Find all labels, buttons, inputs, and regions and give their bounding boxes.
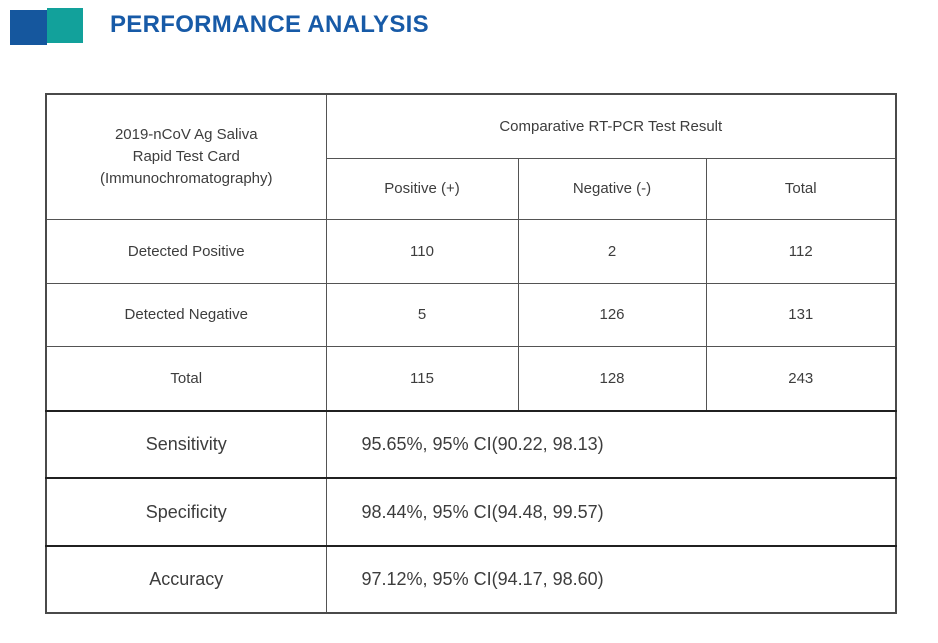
stat-value-specificity: 98.44%, 95% CI(94.48, 99.57) xyxy=(326,478,896,546)
table-row-accuracy xyxy=(46,546,896,613)
row-label-total: Total xyxy=(46,346,326,411)
cell-detected-positive-total: 112 xyxy=(706,219,896,283)
col-header-negative: Negative (-) xyxy=(518,158,706,219)
cell-detected-positive-negative: 2 xyxy=(518,219,706,283)
cell-detected-negative-positive: 5 xyxy=(326,283,518,346)
corner-header-line-3: (Immunochromatography) xyxy=(99,169,273,187)
table-row-group-header xyxy=(46,94,896,158)
cell-total-negative: 128 xyxy=(518,346,706,411)
performance-table xyxy=(45,93,897,614)
cell-detected-positive-positive: 110 xyxy=(326,219,518,283)
stat-label-specificity: Specificity xyxy=(46,478,326,546)
accent-square-teal xyxy=(47,8,83,43)
table-row-detected-positive xyxy=(46,219,896,283)
page-title: PERFORMANCE ANALYSIS xyxy=(110,11,429,38)
stat-label-sensitivity: Sensitivity xyxy=(46,411,326,478)
group-header-cell: Comparative RT-PCR Test Result xyxy=(326,94,896,158)
row-label-detected-negative: Detected Negative xyxy=(46,283,326,346)
accent-square-blue xyxy=(10,10,47,45)
corner-header-line-1: 2019-nCoV Ag Saliva xyxy=(114,125,258,143)
table-row-sensitivity xyxy=(46,411,896,478)
stat-value-sensitivity: 95.65%, 95% CI(90.22, 98.13) xyxy=(326,411,896,478)
stat-label-accuracy: Accuracy xyxy=(46,546,326,613)
page-header xyxy=(0,0,938,60)
table-row-detected-negative xyxy=(46,283,896,346)
cell-detected-negative-negative: 126 xyxy=(518,283,706,346)
col-header-total: Total xyxy=(706,158,896,219)
col-header-positive: Positive (+) xyxy=(326,158,518,219)
cell-total-positive: 115 xyxy=(326,346,518,411)
table-row-total xyxy=(46,346,896,411)
row-label-detected-positive: Detected Positive xyxy=(46,219,326,283)
cell-detected-negative-total: 131 xyxy=(706,283,896,346)
cell-total-total: 243 xyxy=(706,346,896,411)
corner-header-line-2: Rapid Test Card xyxy=(132,147,240,165)
table-row-specificity xyxy=(46,478,896,546)
stat-value-accuracy: 97.12%, 95% CI(94.17, 98.60) xyxy=(326,546,896,613)
corner-header-cell xyxy=(46,94,326,219)
